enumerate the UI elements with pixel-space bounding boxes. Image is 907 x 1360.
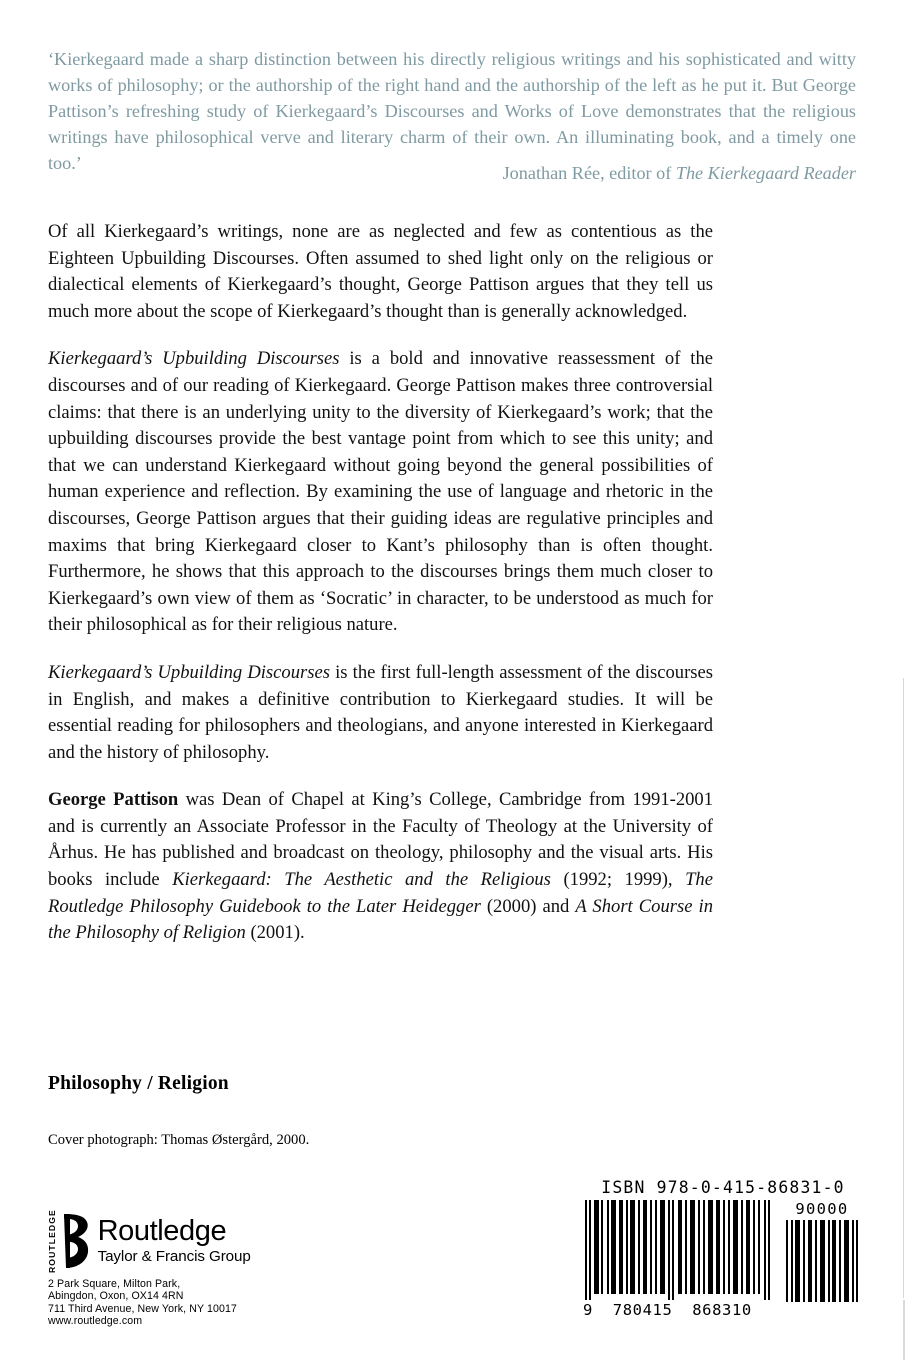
- bio-text-3: (2000) and: [480, 895, 576, 917]
- address-line-1: 2 Park Square, Milton Park,: [48, 1278, 181, 1290]
- attribution-book-title: The Kierkegaard Reader: [675, 163, 856, 183]
- description-paragraph-3: [48, 660, 713, 766]
- bio-text-2: (1992; 1999),: [550, 869, 686, 891]
- bio-book-title-2: The Routledge Philosophy Guidebook to the Later Heidegger: [48, 869, 713, 917]
- isbn-number: ISBN 978-0-415-86831-0: [601, 1178, 845, 1197]
- subject-category: Philosophy / Religion: [48, 1073, 229, 1094]
- barcode-row: [583, 1200, 859, 1319]
- bio-text-1: was Dean of Chapel at King’s College, Cambridge from 1991-2001 and is currently an Associate Professor in the Faculty of Theology at the University of Århus. He has published and broadcast on theology, philosophy and the visual arts. His books include: [48, 789, 714, 891]
- description-column: [48, 219, 713, 947]
- review-attribution: [48, 160, 856, 186]
- description-paragraph-1: Of all Kierkegaard’s writings, none are as neglected and few as contentious as the Eighteen Upbuilding Discourses. Often assumed to shed light only on the religious or dialectical elements of Kierkegaard’s thought, George Pattison argues that they tell us much more about the scope of Kierkegaard’s thought than is generally acknowledged.: [48, 221, 713, 322]
- review-blurb: ‘Kierkegaard made a sharp distinction between his directly religious writings and his sophisticated and witty works of philosophy; or the authorship of the right hand and the authorship of the left as he put it. But George Pattison’s refreshing study of Kierkegaard’s Discourses and Works of Love demonstrates that the religious writings have philosophical verve and literary charm of their own. An illuminating book, and a timely one too.’: [48, 49, 856, 173]
- book-title-italic-1: Kierkegaard’s Upbuilding Discourses: [48, 348, 340, 370]
- paragraph-2-text: is a bold and innovative reassessment of the discourses and of our reading of Kierkegaard. George Pattison makes three controversial claims: that there is an underlying unity to the diversity of Kierkegaard’s work; that the upbuilding discourses provide the best vantage point from which to see this unity; and that we can understand Kierkegaard without going beyond the general possibilities of human experience and reflection. By examining the use of language and rhetoric in the discourses, George Pattison argues that their guiding ideas are regulative principles and maxims that bring Kierkegaard closer to Kant’s philosophy than is often thought. Furthermore, he shows that this approach to the discourses brings them much closer to Kierkegaard’s own view of them as ‘Socratic’ in character, to be understood as much for their philosophical as for their religious nature.: [48, 348, 714, 636]
- publisher-address: [48, 1278, 318, 1328]
- routledge-vertical-wordmark: ROUTLEDGE: [47, 1209, 57, 1273]
- bio-book-title-3: A Short Course in the Philosophy of Religion: [48, 895, 713, 944]
- author-bio-paragraph: [48, 787, 713, 947]
- isbn-barcode-block: [583, 1178, 859, 1319]
- barcode-addon: [785, 1200, 859, 1302]
- routledge-r-mark-icon: [60, 1213, 90, 1269]
- bio-book-title-1: Kierkegaard: The Aesthetic and the Religious: [172, 869, 551, 891]
- book-title-italic-2: Kierkegaard’s Upbuilding Discourses: [48, 661, 330, 683]
- ean13-barcode: [583, 1200, 779, 1319]
- publisher-name: Routledge: [97, 1215, 227, 1248]
- publisher-block: [47, 1209, 318, 1328]
- scan-edge-line-bottom: [903, 1300, 905, 1360]
- routledge-logo: [47, 1209, 318, 1273]
- routledge-wordmark: [98, 1217, 251, 1264]
- attribution-name: Jonathan Rée, editor of: [502, 163, 676, 183]
- ean13-bars-icon: [583, 1200, 779, 1300]
- scan-edge-line: [903, 678, 904, 1298]
- bio-text-4: (2001).: [245, 922, 305, 944]
- cover-photo-credit: Cover photograph: Thomas Østergård, 2000.: [48, 1132, 310, 1148]
- description-paragraph-2: [48, 346, 713, 639]
- address-line-3: 711 Third Avenue, New York, NY 10017: [48, 1302, 237, 1315]
- ean13-digits: 9 780415 868310: [583, 1301, 752, 1319]
- address-line-2: Abingdon, Oxon, OX14 4RN: [48, 1290, 184, 1303]
- author-name: George Pattison: [48, 789, 179, 811]
- publisher-website: www.routledge.com: [48, 1315, 143, 1328]
- paragraph-3-text: is the first full-length assessment of the discourses in English, and makes a definitive contribution to Kierkegaard studies. It will be essential reading for philosophers and theologians, and anyone interested in Kierkegaard and the history of philosophy.: [48, 661, 713, 763]
- publisher-subtitle: Taylor & Francis Group: [97, 1248, 251, 1266]
- addon-bars-icon: [785, 1220, 859, 1302]
- addon-digits: 90000: [795, 1200, 849, 1218]
